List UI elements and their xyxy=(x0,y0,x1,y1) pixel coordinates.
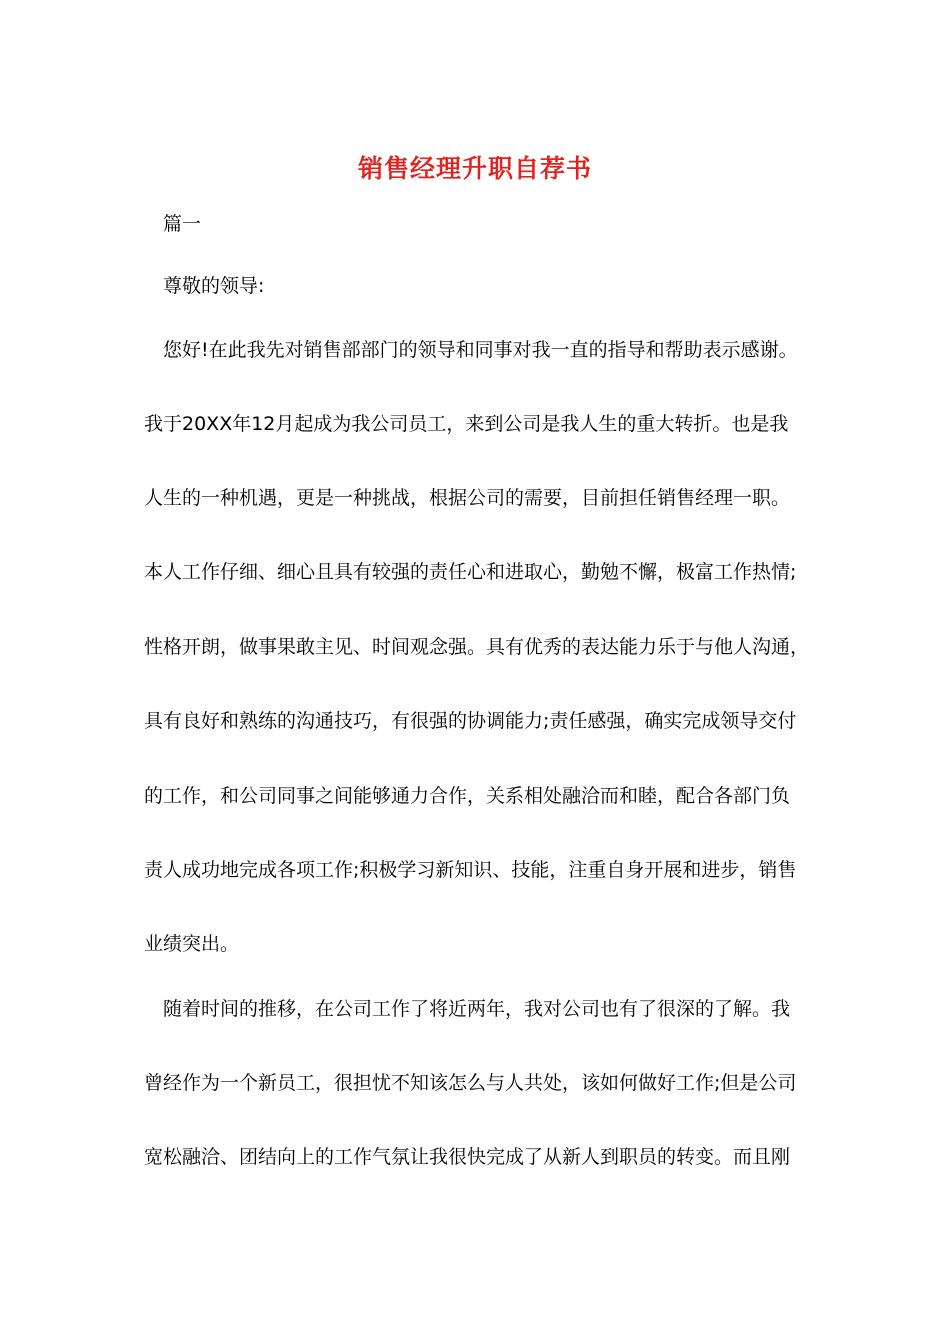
document-title: 销售经理升职自荐书 xyxy=(357,154,592,183)
paragraph-line: 性格开朗，做事果敢主见、时间观念强。具有优秀的表达能力乐于与他人沟通， xyxy=(144,636,809,658)
paragraph-line: 业绩突出。 xyxy=(144,933,240,955)
paragraph-line: 的工作，和公司同事之间能够通力合作，关系相处融洽而和睦，配合各部门负 xyxy=(144,785,791,807)
paragraph-line: 您好!在此我先对销售部部门的领导和同事对我一直的指导和帮助表示感谢。 xyxy=(163,339,798,361)
paragraph-line: 我于20XX年12月起成为我公司员工，来到公司是我人生的重大转折。也是我 xyxy=(144,413,789,435)
paragraph-line: 人生的一种机遇，更是一种挑战，根据公司的需要，目前担任销售经理一职。 xyxy=(144,487,791,509)
paragraph-line: 曾经作为一个新员工，很担忧不知该怎么与人共处，该如何做好工作;但是公司 xyxy=(144,1072,797,1094)
salutation: 尊敬的领导: xyxy=(163,275,265,297)
section-heading: 篇一 xyxy=(163,213,202,235)
paragraph-line: 责人成功地完成各项工作;积极学习新知识、技能，注重自身开展和进步，销售 xyxy=(144,859,797,881)
paragraph-line: 宽松融洽、团结向上的工作气氛让我很快完成了从新人到职员的转变。而且刚 xyxy=(144,1146,791,1168)
paragraph-line: 具有良好和熟练的沟通技巧，有很强的协调能力;责任感强，确实完成领导交付 xyxy=(144,710,797,732)
paragraph-line: 本人工作仔细、细心且具有较强的责任心和进取心，勤勉不懈，极富工作热情; xyxy=(144,561,797,583)
paragraph-line: 随着时间的推移，在公司工作了将近两年，我对公司也有了很深的了解。我 xyxy=(163,998,791,1020)
